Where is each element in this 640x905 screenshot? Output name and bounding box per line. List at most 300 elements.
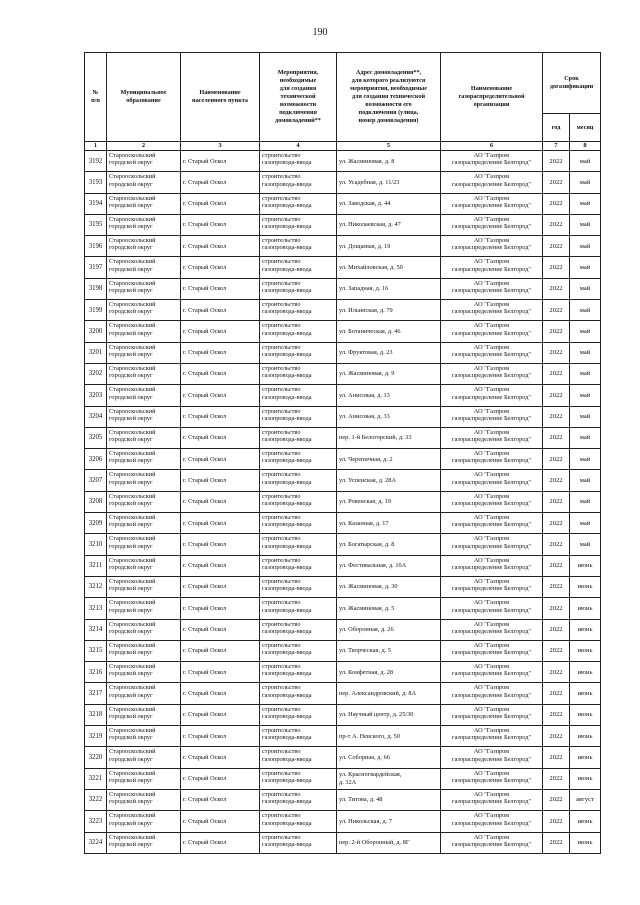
settlement-cell: г. Старый Оскол — [181, 491, 260, 512]
col-number: 3 — [181, 142, 260, 151]
address-cell: ул. Успенская, д. 28А — [337, 470, 441, 491]
header-measures: Мероприятия, необходимые для создания технической возможности подключения домовладений** — [260, 53, 337, 142]
row-number-cell: 3200 — [85, 321, 107, 342]
municipality-cell: Старооскольский городской округ — [107, 598, 181, 619]
address-cell: ул. Казанная, д. 17 — [337, 513, 441, 534]
year-cell: 2022 — [543, 342, 570, 363]
table-header — [85, 53, 601, 151]
table-row — [85, 214, 601, 235]
row-number-cell: 3219 — [85, 726, 107, 747]
year-cell: 2022 — [543, 257, 570, 278]
settlement-cell: г. Старый Оскол — [181, 342, 260, 363]
organization-cell: АО "Газпром газораспределение Белгород" — [441, 534, 543, 555]
table-row — [85, 683, 601, 704]
month-cell: май — [570, 321, 601, 342]
measure-cell: строительство газопровода-ввода — [260, 193, 337, 214]
address-cell: ул. Ровенская, д. 19 — [337, 491, 441, 512]
address-cell: ул. Анисовая, д. 33 — [337, 406, 441, 427]
municipality-cell: Старооскольский городской округ — [107, 236, 181, 257]
table-row — [85, 193, 601, 214]
year-cell: 2022 — [543, 747, 570, 768]
settlement-cell: г. Старый Оскол — [181, 193, 260, 214]
measure-cell: строительство газопровода-ввода — [260, 598, 337, 619]
month-cell: май — [570, 342, 601, 363]
header-num: № п/п — [85, 53, 107, 142]
month-cell: июнь — [570, 683, 601, 704]
settlement-cell: г. Старый Оскол — [181, 747, 260, 768]
measure-cell: строительство газопровода-ввода — [260, 534, 337, 555]
address-cell: пер. Александровский, д. 8А — [337, 683, 441, 704]
page-number: 190 — [312, 27, 328, 38]
settlement-cell: г. Старый Оскол — [181, 662, 260, 683]
organization-cell: АО "Газпром газораспределение Белгород" — [441, 427, 543, 448]
col-number: 1 — [85, 142, 107, 151]
year-cell: 2022 — [543, 534, 570, 555]
table-row — [85, 704, 601, 725]
organization-cell: АО "Газпром газораспределение Белгород" — [441, 704, 543, 725]
address-cell: ул. Черепичная, д. 2 — [337, 449, 441, 470]
table-row — [85, 576, 601, 597]
month-cell: июнь — [570, 662, 601, 683]
table-row — [85, 747, 601, 768]
municipality-cell: Старооскольский городской округ — [107, 683, 181, 704]
organization-cell: АО "Газпром газораспределение Белгород" — [441, 683, 543, 704]
row-number-cell: 3212 — [85, 576, 107, 597]
month-cell: август — [570, 789, 601, 810]
month-cell: июнь — [570, 726, 601, 747]
address-cell: ул. Красногвардейская, д. 32А — [337, 768, 441, 789]
address-cell: ул. Анисовая, д. 13 — [337, 385, 441, 406]
organization-cell: АО "Газпром газораспределение Белгород" — [441, 193, 543, 214]
row-number-cell: 3208 — [85, 491, 107, 512]
year-cell: 2022 — [543, 811, 570, 832]
settlement-cell: г. Старый Оскол — [181, 172, 260, 193]
municipality-cell: Старооскольский городской округ — [107, 151, 181, 172]
settlement-cell: г. Старый Оскол — [181, 406, 260, 427]
organization-cell: АО "Газпром газораспределение Белгород" — [441, 151, 543, 172]
measure-cell: строительство газопровода-ввода — [260, 449, 337, 470]
table-row — [85, 257, 601, 278]
table-row — [85, 555, 601, 576]
table-row — [85, 342, 601, 363]
settlement-cell: г. Старый Оскол — [181, 789, 260, 810]
measure-cell: строительство газопровода-ввода — [260, 662, 337, 683]
municipality-cell: Старооскольский городской округ — [107, 640, 181, 661]
col-number: 6 — [441, 142, 543, 151]
municipality-cell: Старооскольский городской округ — [107, 768, 181, 789]
measure-cell: строительство газопровода-ввода — [260, 832, 337, 853]
measure-cell: строительство газопровода-ввода — [260, 811, 337, 832]
month-cell: июнь — [570, 640, 601, 661]
table-row — [85, 363, 601, 384]
table-row — [85, 513, 601, 534]
measure-cell: строительство газопровода-ввода — [260, 683, 337, 704]
organization-cell: АО "Газпром газораспределение Белгород" — [441, 406, 543, 427]
measure-cell: строительство газопровода-ввода — [260, 385, 337, 406]
settlement-cell: г. Старый Оскол — [181, 768, 260, 789]
table-row — [85, 406, 601, 427]
row-number-cell: 3206 — [85, 449, 107, 470]
settlement-cell: г. Старый Оскол — [181, 214, 260, 235]
year-cell: 2022 — [543, 832, 570, 853]
organization-cell: АО "Газпром газораспределение Белгород" — [441, 513, 543, 534]
settlement-cell: г. Старый Оскол — [181, 576, 260, 597]
municipality-cell: Старооскольский городской округ — [107, 811, 181, 832]
row-number-cell: 3198 — [85, 278, 107, 299]
header-municipality: Муниципальное образование — [107, 53, 181, 142]
municipality-cell: Старооскольский городской округ — [107, 470, 181, 491]
table-row — [85, 151, 601, 172]
settlement-cell: г. Старый Оскол — [181, 151, 260, 172]
settlement-cell: г. Старый Оскол — [181, 726, 260, 747]
address-cell: ул. Жасминовая, д. 5 — [337, 598, 441, 619]
settlement-cell: г. Старый Оскол — [181, 236, 260, 257]
address-cell: пер. 2-й Оборонный, д. 8Г — [337, 832, 441, 853]
table-row — [85, 832, 601, 853]
table-row — [85, 534, 601, 555]
municipality-cell: Старооскольский городской округ — [107, 662, 181, 683]
month-cell: май — [570, 300, 601, 321]
measure-cell: строительство газопровода-ввода — [260, 342, 337, 363]
settlement-cell: г. Старый Оскол — [181, 704, 260, 725]
address-cell: ул. Заводская, д. 44 — [337, 193, 441, 214]
municipality-cell: Старооскольский городской округ — [107, 789, 181, 810]
organization-cell: АО "Газпром газораспределение Белгород" — [441, 640, 543, 661]
table-row — [85, 662, 601, 683]
year-cell: 2022 — [543, 321, 570, 342]
address-cell: ул. Жасминовая, д. 30 — [337, 576, 441, 597]
municipality-cell: Старооскольский городской округ — [107, 342, 181, 363]
table-row — [85, 768, 601, 789]
organization-cell: АО "Газпром газораспределение Белгород" — [441, 385, 543, 406]
organization-cell: АО "Газпром газораспределение Белгород" — [441, 449, 543, 470]
col-number: 8 — [570, 142, 601, 151]
month-cell: май — [570, 513, 601, 534]
year-cell: 2022 — [543, 172, 570, 193]
table-row — [85, 726, 601, 747]
table-row — [85, 640, 601, 661]
row-number-cell: 3193 — [85, 172, 107, 193]
measure-cell: строительство газопровода-ввода — [260, 640, 337, 661]
municipality-cell: Старооскольский городской округ — [107, 214, 181, 235]
municipality-cell: Старооскольский городской округ — [107, 576, 181, 597]
month-cell: май — [570, 534, 601, 555]
col-number: 2 — [107, 142, 181, 151]
row-number-cell: 3195 — [85, 214, 107, 235]
month-cell: май — [570, 470, 601, 491]
year-cell: 2022 — [543, 427, 570, 448]
table-row — [85, 300, 601, 321]
month-cell: июнь — [570, 576, 601, 597]
organization-cell: АО "Газпром газораспределение Белгород" — [441, 470, 543, 491]
measure-cell: строительство газопровода-ввода — [260, 363, 337, 384]
municipality-cell: Старооскольский городской округ — [107, 555, 181, 576]
address-cell: ул. Дощаевая, д. 19 — [337, 236, 441, 257]
row-number-cell: 3202 — [85, 363, 107, 384]
measure-cell: строительство газопровода-ввода — [260, 555, 337, 576]
row-number-cell: 3196 — [85, 236, 107, 257]
address-cell: ул. Западная, д. 16 — [337, 278, 441, 299]
measure-cell: строительство газопровода-ввода — [260, 470, 337, 491]
measure-cell: строительство газопровода-ввода — [260, 214, 337, 235]
municipality-cell: Старооскольский городской округ — [107, 704, 181, 725]
month-cell: май — [570, 427, 601, 448]
municipality-cell: Старооскольский городской округ — [107, 385, 181, 406]
header-month: месяц — [570, 114, 601, 142]
row-number-cell: 3199 — [85, 300, 107, 321]
measure-cell: строительство газопровода-ввода — [260, 406, 337, 427]
row-number-cell: 3221 — [85, 768, 107, 789]
row-number-cell: 3204 — [85, 406, 107, 427]
row-number-cell: 3203 — [85, 385, 107, 406]
address-cell: ул. Научный центр, д. 25/30 — [337, 704, 441, 725]
organization-cell: АО "Газпром газораспределение Белгород" — [441, 747, 543, 768]
municipality-cell: Старооскольский городской округ — [107, 513, 181, 534]
organization-cell: АО "Газпром газораспределение Белгород" — [441, 278, 543, 299]
header-year: год — [543, 114, 570, 142]
month-cell: май — [570, 151, 601, 172]
measure-cell: строительство газопровода-ввода — [260, 747, 337, 768]
settlement-cell: г. Старый Оскол — [181, 257, 260, 278]
measure-cell: строительство газопровода-ввода — [260, 726, 337, 747]
year-cell: 2022 — [543, 385, 570, 406]
measure-cell: строительство газопровода-ввода — [260, 576, 337, 597]
settlement-cell: г. Старый Оскол — [181, 832, 260, 853]
municipality-cell: Старооскольский городской округ — [107, 832, 181, 853]
year-cell: 2022 — [543, 236, 570, 257]
address-cell: ул. Фестивальная, д. 10А — [337, 555, 441, 576]
address-cell: ул. Ильинская, д. 79 — [337, 300, 441, 321]
row-number-cell: 3209 — [85, 513, 107, 534]
organization-cell: АО "Газпром газораспределение Белгород" — [441, 214, 543, 235]
row-number-cell: 3194 — [85, 193, 107, 214]
organization-cell: АО "Газпром газораспределение Белгород" — [441, 321, 543, 342]
month-cell: май — [570, 172, 601, 193]
table-row — [85, 427, 601, 448]
municipality-cell: Старооскольский городской округ — [107, 321, 181, 342]
address-cell: ул. Николаевская, д. 47 — [337, 214, 441, 235]
measure-cell: строительство газопровода-ввода — [260, 513, 337, 534]
year-cell: 2022 — [543, 598, 570, 619]
table-row — [85, 598, 601, 619]
address-cell: ул. Жасминовая, д. 9 — [337, 363, 441, 384]
month-cell: май — [570, 406, 601, 427]
col-number: 4 — [260, 142, 337, 151]
row-number-cell: 3192 — [85, 151, 107, 172]
year-cell: 2022 — [543, 491, 570, 512]
month-cell: май — [570, 257, 601, 278]
row-number-cell: 3201 — [85, 342, 107, 363]
month-cell: май — [570, 363, 601, 384]
row-number-cell: 3216 — [85, 662, 107, 683]
measure-cell: строительство газопровода-ввода — [260, 236, 337, 257]
year-cell: 2022 — [543, 662, 570, 683]
year-cell: 2022 — [543, 513, 570, 534]
month-cell: июнь — [570, 619, 601, 640]
address-cell: ул. Жасминовая, д. 8 — [337, 151, 441, 172]
settlement-cell: г. Старый Оскол — [181, 300, 260, 321]
municipality-cell: Старооскольский городской округ — [107, 193, 181, 214]
row-number-cell: 3220 — [85, 747, 107, 768]
address-cell: ул. Усадебная, д. 11/23 — [337, 172, 441, 193]
table-row — [85, 449, 601, 470]
month-cell: июнь — [570, 811, 601, 832]
month-cell: май — [570, 449, 601, 470]
organization-cell: АО "Газпром газораспределение Белгород" — [441, 598, 543, 619]
organization-cell: АО "Газпром газораспределение Белгород" — [441, 555, 543, 576]
row-number-cell: 3213 — [85, 598, 107, 619]
measure-cell: строительство газопровода-ввода — [260, 704, 337, 725]
settlement-cell: г. Старый Оскол — [181, 321, 260, 342]
month-cell: июнь — [570, 704, 601, 725]
header-organization: Наименование газораспределительной организации — [441, 53, 543, 142]
month-cell: май — [570, 491, 601, 512]
gasification-table — [84, 52, 601, 854]
measure-cell: строительство газопровода-ввода — [260, 619, 337, 640]
measure-cell: строительство газопровода-ввода — [260, 789, 337, 810]
month-cell: май — [570, 193, 601, 214]
settlement-cell: г. Старый Оскол — [181, 470, 260, 491]
address-cell: пер. 1-й Белогорский, д. 33 — [337, 427, 441, 448]
municipality-cell: Старооскольский городской округ — [107, 406, 181, 427]
table-body — [85, 151, 601, 854]
address-cell: ул. Богатырская, д. 8 — [337, 534, 441, 555]
month-cell: май — [570, 278, 601, 299]
year-cell: 2022 — [543, 768, 570, 789]
municipality-cell: Старооскольский городской округ — [107, 300, 181, 321]
address-cell: ул. Титова, д. 48 — [337, 789, 441, 810]
table-row — [85, 278, 601, 299]
municipality-cell: Старооскольский городской округ — [107, 534, 181, 555]
table-row — [85, 321, 601, 342]
measure-cell: строительство газопровода-ввода — [260, 278, 337, 299]
measure-cell: строительство газопровода-ввода — [260, 321, 337, 342]
organization-cell: АО "Газпром газораспределение Белгород" — [441, 236, 543, 257]
header-address: Адрес домовладения**, для которого реализуются мероприятия, необходимые для создания технической возможности его подключения (улица, номер домовладения) — [337, 53, 441, 142]
settlement-cell: г. Старый Оскол — [181, 363, 260, 384]
settlement-cell: г. Старый Оскол — [181, 811, 260, 832]
table-row — [85, 385, 601, 406]
municipality-cell: Старооскольский городской округ — [107, 172, 181, 193]
municipality-cell: Старооскольский городской округ — [107, 278, 181, 299]
organization-cell: АО "Газпром газораспределение Белгород" — [441, 811, 543, 832]
organization-cell: АО "Газпром газораспределение Белгород" — [441, 768, 543, 789]
organization-cell: АО "Газпром газораспределение Белгород" — [441, 576, 543, 597]
month-cell: июнь — [570, 555, 601, 576]
row-number-cell: 3205 — [85, 427, 107, 448]
row-number-cell: 3222 — [85, 789, 107, 810]
row-number-cell: 3211 — [85, 555, 107, 576]
year-cell: 2022 — [543, 214, 570, 235]
month-cell: май — [570, 236, 601, 257]
settlement-cell: г. Старый Оскол — [181, 385, 260, 406]
address-cell: ул. Соборная, д. 66 — [337, 747, 441, 768]
measure-cell: строительство газопровода-ввода — [260, 491, 337, 512]
row-number-cell: 3214 — [85, 619, 107, 640]
month-cell: июнь — [570, 768, 601, 789]
year-cell: 2022 — [543, 555, 570, 576]
row-number-cell: 3218 — [85, 704, 107, 725]
address-cell: ул. Фруктовая, д. 23 — [337, 342, 441, 363]
municipality-cell: Старооскольский городской округ — [107, 427, 181, 448]
month-cell: май — [570, 385, 601, 406]
col-number: 7 — [543, 142, 570, 151]
organization-cell: АО "Газпром газораспределение Белгород" — [441, 726, 543, 747]
column-number-row — [85, 142, 601, 151]
table-row — [85, 811, 601, 832]
row-number-cell: 3217 — [85, 683, 107, 704]
settlement-cell: г. Старый Оскол — [181, 598, 260, 619]
address-cell: ул. Оборонная, д. 26 — [337, 619, 441, 640]
month-cell: май — [570, 214, 601, 235]
month-cell: июнь — [570, 598, 601, 619]
organization-cell: АО "Газпром газораспределение Белгород" — [441, 789, 543, 810]
row-number-cell: 3207 — [85, 470, 107, 491]
row-number-cell: 3210 — [85, 534, 107, 555]
address-cell: ул. Михайловская, д. 50 — [337, 257, 441, 278]
settlement-cell: г. Старый Оскол — [181, 619, 260, 640]
year-cell: 2022 — [543, 449, 570, 470]
measure-cell: строительство газопровода-ввода — [260, 172, 337, 193]
table-row — [85, 619, 601, 640]
measure-cell: строительство газопровода-ввода — [260, 257, 337, 278]
row-number-cell: 3224 — [85, 832, 107, 853]
row-number-cell: 3197 — [85, 257, 107, 278]
month-cell: июнь — [570, 832, 601, 853]
year-cell: 2022 — [543, 576, 570, 597]
address-cell: ул. Ботаническая, д. 46 — [337, 321, 441, 342]
settlement-cell: г. Старый Оскол — [181, 555, 260, 576]
table-row — [85, 491, 601, 512]
measure-cell: строительство газопровода-ввода — [260, 768, 337, 789]
row-number-cell: 3215 — [85, 640, 107, 661]
organization-cell: АО "Газпром газораспределение Белгород" — [441, 363, 543, 384]
settlement-cell: г. Старый Оскол — [181, 449, 260, 470]
address-cell: ул. Конфетная, д. 28 — [337, 662, 441, 683]
organization-cell: АО "Газпром газораспределение Белгород" — [441, 257, 543, 278]
year-cell: 2022 — [543, 470, 570, 491]
row-number-cell: 3223 — [85, 811, 107, 832]
organization-cell: АО "Газпром газораспределение Белгород" — [441, 342, 543, 363]
table-row — [85, 172, 601, 193]
municipality-cell: Старооскольский городской округ — [107, 619, 181, 640]
header-term: Срок догазификации — [543, 53, 601, 114]
measure-cell: строительство газопровода-ввода — [260, 300, 337, 321]
settlement-cell: г. Старый Оскол — [181, 427, 260, 448]
settlement-cell: г. Старый Оскол — [181, 683, 260, 704]
year-cell: 2022 — [543, 151, 570, 172]
municipality-cell: Старооскольский городской округ — [107, 449, 181, 470]
municipality-cell: Старооскольский городской округ — [107, 726, 181, 747]
header-settlement: Наименование населенного пункта — [181, 53, 260, 142]
col-number: 5 — [337, 142, 441, 151]
measure-cell: строительство газопровода-ввода — [260, 427, 337, 448]
year-cell: 2022 — [543, 619, 570, 640]
organization-cell: АО "Газпром газораспределение Белгород" — [441, 300, 543, 321]
table-row — [85, 236, 601, 257]
municipality-cell: Старооскольский городской округ — [107, 491, 181, 512]
table-row — [85, 470, 601, 491]
organization-cell: АО "Газпром газораспределение Белгород" — [441, 491, 543, 512]
organization-cell: АО "Газпром газораспределение Белгород" — [441, 619, 543, 640]
year-cell: 2022 — [543, 789, 570, 810]
month-cell: июнь — [570, 747, 601, 768]
year-cell: 2022 — [543, 704, 570, 725]
municipality-cell: Старооскольский городской округ — [107, 257, 181, 278]
year-cell: 2022 — [543, 193, 570, 214]
year-cell: 2022 — [543, 640, 570, 661]
settlement-cell: г. Старый Оскол — [181, 640, 260, 661]
